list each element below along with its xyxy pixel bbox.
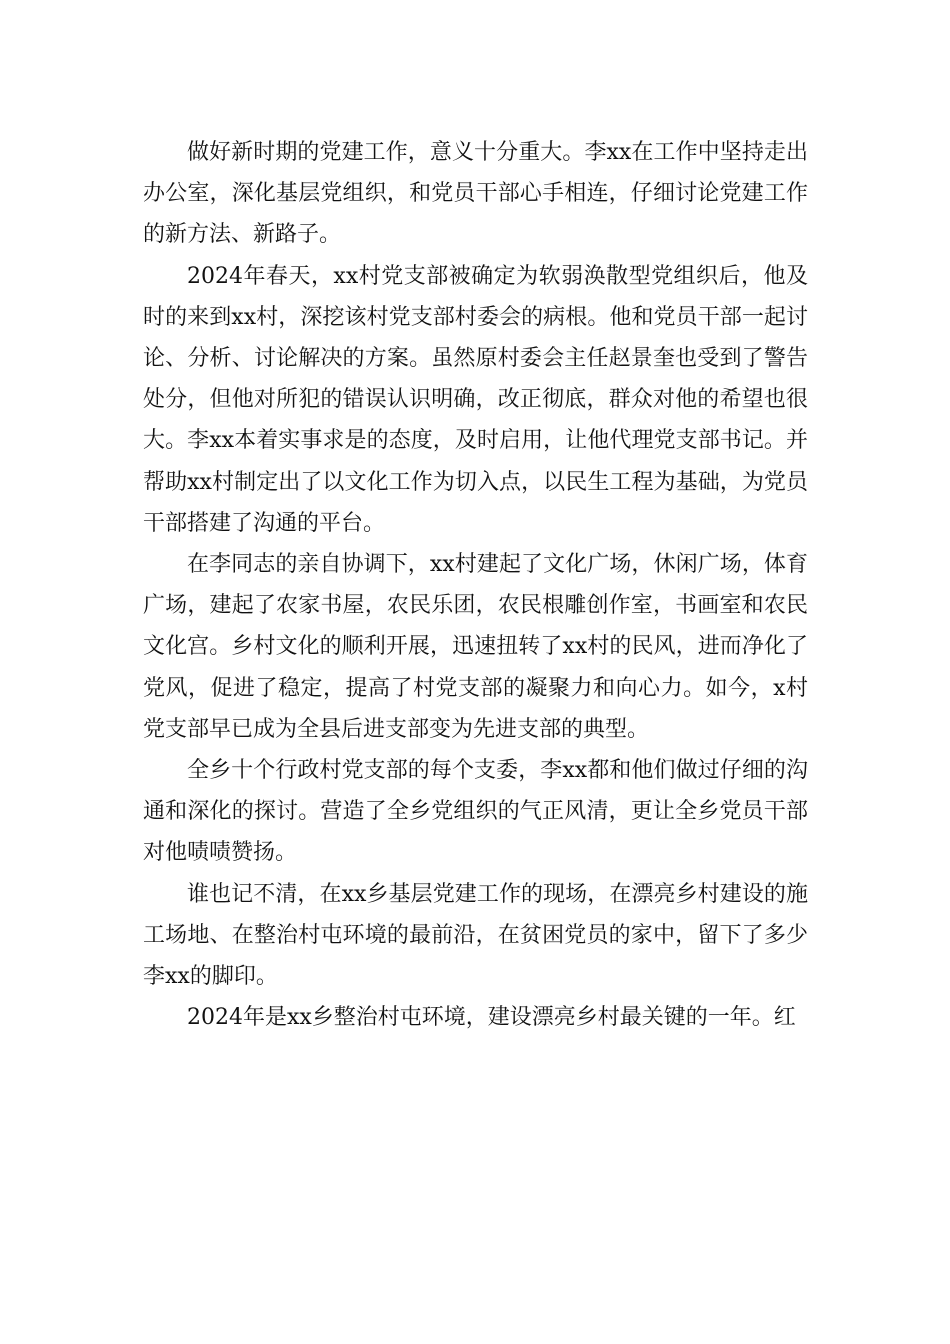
paragraph-2: 2024年春天，xx村党支部被确定为软弱涣散型党组织后，他及时的来到xx村，深挖该村党支部村委会的病根。他和党员干部一起讨论、分析、讨论解决的方案。虽然原村委会主任赵景奎也受到了警告处分，但他对所犯的错误认识明确，改正彻底，群众对他的希望也很大。李xx本着实事求是的态度，及时启用，让他代理党支部书记。并帮助xx村制定出了以文化工作为切入点，以民生工程为基础，为党员干部搭建了沟通的平台。: [143, 263, 808, 536]
paragraph-4: 全乡十个行政村党支部的每个支委，李xx都和他们做过仔细的沟通和深化的探讨。营造了全乡党组织的气正风清，更让全乡党员干部对他啧啧赞扬。: [143, 758, 808, 866]
paragraph-6: 2024年是xx乡整治村屯环境，建设漂亮乡村最关键的一年。红: [187, 1005, 796, 1031]
paragraph-5: 谁也记不清，在xx乡基层党建工作的现场，在漂亮乡村建设的施工场地、在整治村屯环境的最前沿，在贫困党员的家中，留下了多少李xx的脚印。: [143, 881, 808, 990]
paragraph-3: 在李同志的亲自协调下，xx村建起了文化广场，休闲广场，体育广场，建起了农家书屋，农民乐团，农民根雕创作室，书画室和农民文化宫。乡村文化的顺利开展，迅速扭转了xx村的民风，进而净化了党风，促进了稳定，提高了村党支部的凝聚力和向心力。如今，x村党支部早已成为全县后进支部变为先进支部的典型。: [143, 552, 808, 742]
document-body: [143, 132, 808, 1038]
paragraph-1: 做好新时期的党建工作，意义十分重大。李xx在工作中坚持走出办公室，深化基层党组织，和党员干部心手相连，仔细讨论党建工作的新方法、新路子。: [143, 140, 808, 248]
